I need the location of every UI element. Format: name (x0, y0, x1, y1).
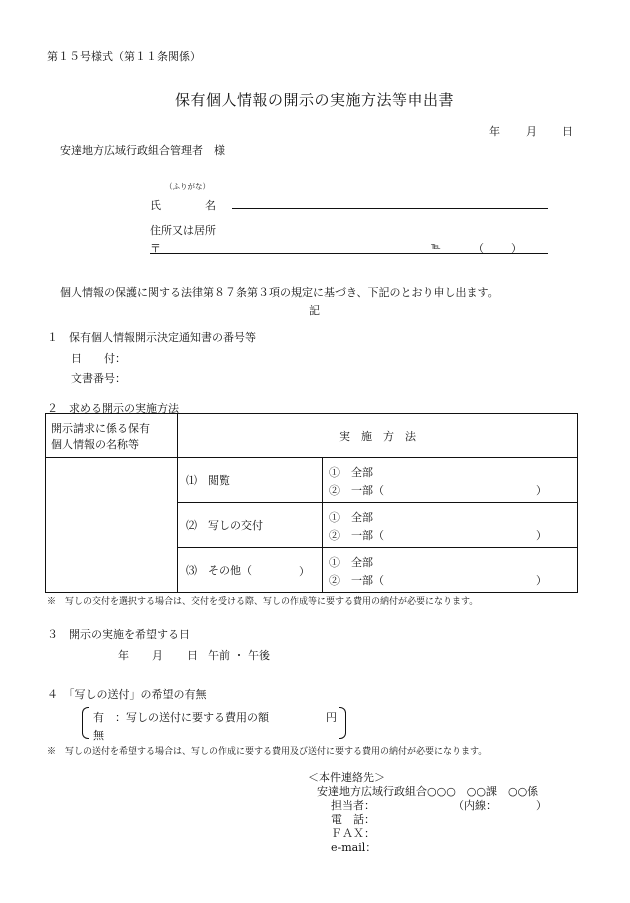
info-name-header-line1: 開示請求に係る保有 (51, 421, 150, 435)
contact-person-label: 担当者： (331, 799, 375, 812)
date-day-label: 日 (562, 125, 573, 138)
right-brace (339, 707, 346, 739)
method-row-other[interactable] (178, 548, 323, 593)
contact-phone-label: 電 話： (331, 813, 375, 826)
document-number-label: 文書番号： (71, 372, 126, 385)
method-row-copy[interactable] (178, 503, 323, 548)
method-options[interactable] (323, 503, 578, 548)
copy-fee-note: ※ 写しの交付を選択する場合は、交付を受ける際、写しの作成等に要する費用の納付が必要になります。 (47, 597, 479, 607)
date-month-label: 月 (526, 125, 537, 138)
info-name-cell[interactable] (46, 458, 178, 593)
method-label: ⑴ 閲覧 (186, 474, 230, 487)
ki-label: 記 (309, 304, 320, 317)
contact-fax-label: ＦＡＸ： (331, 827, 375, 840)
form-number: 第１５号様式（第１１条関係） (47, 50, 201, 63)
option-all[interactable]: ① 全部 (329, 466, 373, 479)
preferred-year-label: 年 (118, 649, 129, 662)
tel-paren-close: ） (511, 242, 522, 255)
option-all[interactable]: ① 全部 (329, 511, 373, 524)
option-partial[interactable]: ② 一部（ (329, 484, 384, 497)
intro-text: 個人情報の保護に関する法律第８７条第３項の規定に基づき、下記のとおり申し出ます。 (60, 286, 499, 299)
tel-label: ℡ (431, 242, 441, 252)
address-field[interactable] (150, 253, 548, 254)
method-row-inspection[interactable] (178, 458, 323, 503)
section4-heading: ４ 「写しの送付」の希望の有無 (47, 688, 207, 701)
page-title: 保有個人情報の開示の実施方法等申出書 (175, 91, 455, 109)
disclosure-method-table (45, 413, 578, 593)
option-partial-close: ） (536, 484, 547, 497)
method-header (178, 414, 578, 458)
delivery-fee-note: ※ 写しの送付を希望する場合は、写しの作成に要する費用及び送付に要する費用の納付が必要になります。 (47, 747, 488, 757)
yen-label: 円 (326, 711, 337, 724)
section1-heading: １ 保有個人情報開示決定通知書の番号等 (47, 331, 256, 344)
method-options[interactable] (323, 458, 578, 503)
delivery-yes-option[interactable]: 有 ：写しの送付に要する費用の額 (93, 711, 269, 724)
tel-paren-open: （ (473, 242, 484, 255)
method-label-close: ） (299, 565, 310, 578)
info-name-header-line2: 個人情報の名称等 (51, 437, 139, 451)
preferred-month-label: 月 (152, 649, 163, 662)
option-partial[interactable]: ② 一部（ (329, 574, 384, 587)
name-label: 氏 名 (150, 199, 216, 212)
section2-heading: ２ 求める開示の実施方法 (47, 402, 179, 415)
am-pm-choice[interactable]: 午前 ・ 午後 (208, 649, 270, 662)
name-field[interactable] (232, 208, 548, 209)
option-all[interactable]: ① 全部 (329, 556, 373, 569)
section3-heading: ３ 開示の実施を希望する日 (47, 628, 190, 641)
method-options[interactable] (323, 548, 578, 593)
left-brace (82, 707, 89, 739)
option-partial-close: ） (536, 574, 547, 587)
option-partial[interactable]: ② 一部（ (329, 529, 384, 542)
method-label: ⑵ 写しの交付 (186, 519, 263, 532)
option-partial-close: ） (536, 529, 547, 542)
info-name-header (46, 414, 178, 458)
extension-close: ） (536, 799, 547, 812)
preferred-day-label: 日 (187, 649, 198, 662)
contact-heading: ＜本件連絡先＞ (308, 771, 385, 784)
delivery-no-option[interactable]: 無 (93, 729, 104, 742)
method-header-label: 実 施 方 法 (339, 429, 416, 443)
method-label: ⑶ その他（ (186, 564, 252, 577)
contact-organization: 安達地方広域行政組合○○○ ○○課 ○○係 (317, 785, 539, 798)
extension-label: （内線： (453, 799, 497, 812)
contact-email-label: e-mail： (331, 841, 377, 854)
date-year-label: 年 (489, 125, 500, 138)
notice-date-label: 日 付： (71, 352, 126, 365)
address-label: 住所又は居所 (150, 224, 216, 237)
postal-mark: 〒 (150, 242, 161, 255)
furigana-label: （ふりがな） (165, 182, 210, 191)
addressee: 安達地方広域行政組合管理者 様 (60, 144, 225, 157)
